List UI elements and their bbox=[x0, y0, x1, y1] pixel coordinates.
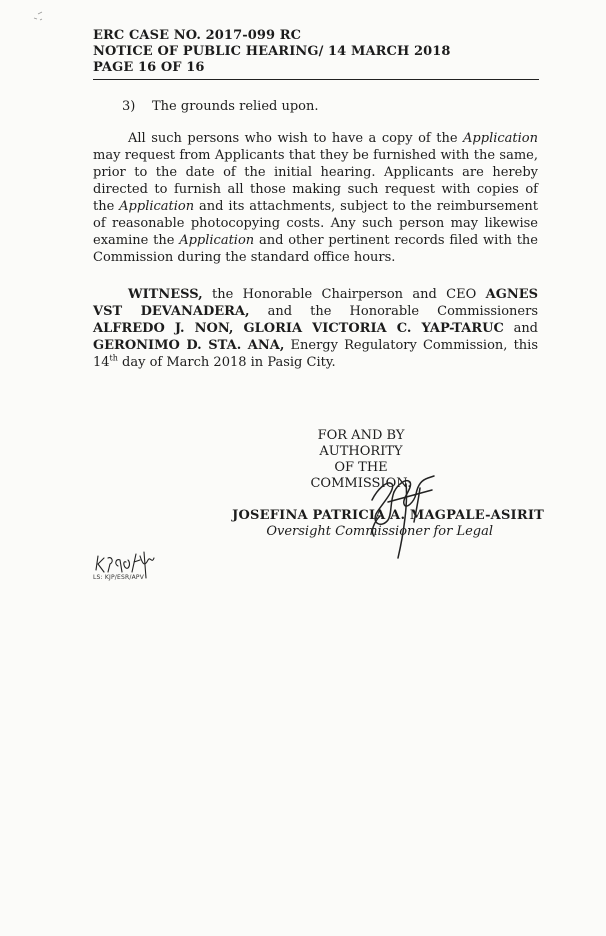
text-run: may request from Applicants that they be furnished with the same, prior to the date of the initial hearing. Applicants are hereby directed to furnish all those making such request with copies of the bbox=[93, 148, 538, 214]
authority-line-2: OF THE COMMISSION: bbox=[310, 460, 412, 491]
signatory-name: JOSEFINA PATRICIA A. MAGPALE-ASIRIT bbox=[232, 508, 544, 523]
text-run: All such persons who wish to have a copy of the bbox=[128, 131, 464, 146]
case-header bbox=[93, 28, 538, 76]
list-item-3 bbox=[122, 99, 319, 115]
text-run: the Honorable Chairperson and CEO bbox=[202, 287, 486, 302]
application-term: Application bbox=[179, 233, 255, 248]
chairperson-name: AGNES VST DEVANADERA, bbox=[93, 287, 538, 319]
commissioner-names: ALFREDO J. NON, GLORIA VICTORIA C. YAP-TARUC bbox=[93, 321, 504, 336]
notice-title: NOTICE OF PUBLIC HEARING/ 14 MARCH 2018 bbox=[93, 44, 451, 59]
corner-scan-mark bbox=[20, 8, 50, 38]
text-run: and the Honorable Commissioners bbox=[249, 304, 538, 319]
case-number: ERC CASE NO. 2017-099 RC bbox=[93, 28, 302, 43]
text-run: and bbox=[503, 321, 539, 336]
application-term: Application bbox=[463, 131, 538, 146]
signatory-title: Oversight Commissioner for Legal bbox=[266, 524, 493, 539]
text-run: and its attachments, subject to the reimbursement of reasonable photocopying costs. Any such person may likewise examine the bbox=[93, 199, 538, 248]
initials-label: LS: KJP/ESR/APV bbox=[93, 574, 145, 581]
application-term: Application bbox=[119, 199, 195, 214]
list-item-text: The grounds relied upon. bbox=[152, 99, 319, 114]
page-number: PAGE 16 OF 16 bbox=[93, 60, 205, 75]
text-run: Energy Regulatory Commission, this 14 bbox=[93, 338, 538, 370]
list-item-number: 3) bbox=[122, 99, 136, 114]
text-run: day of March 2018 in Pasig City. bbox=[117, 355, 336, 370]
witness-label: WITNESS, bbox=[128, 287, 203, 302]
handwritten-signature bbox=[358, 462, 448, 562]
authority-line-1: FOR AND BY AUTHORITY bbox=[317, 428, 405, 459]
ordinal-suffix: th bbox=[109, 353, 118, 363]
paragraph-application-copies bbox=[93, 130, 538, 266]
text-run: and other pertinent records filed with the Commission during the standard office hours. bbox=[93, 233, 538, 265]
header-rule bbox=[93, 79, 539, 80]
commissioner-name: GERONIMO D. STA. ANA, bbox=[93, 338, 285, 353]
initials-scribble bbox=[82, 548, 172, 588]
paragraph-witness bbox=[93, 286, 538, 371]
